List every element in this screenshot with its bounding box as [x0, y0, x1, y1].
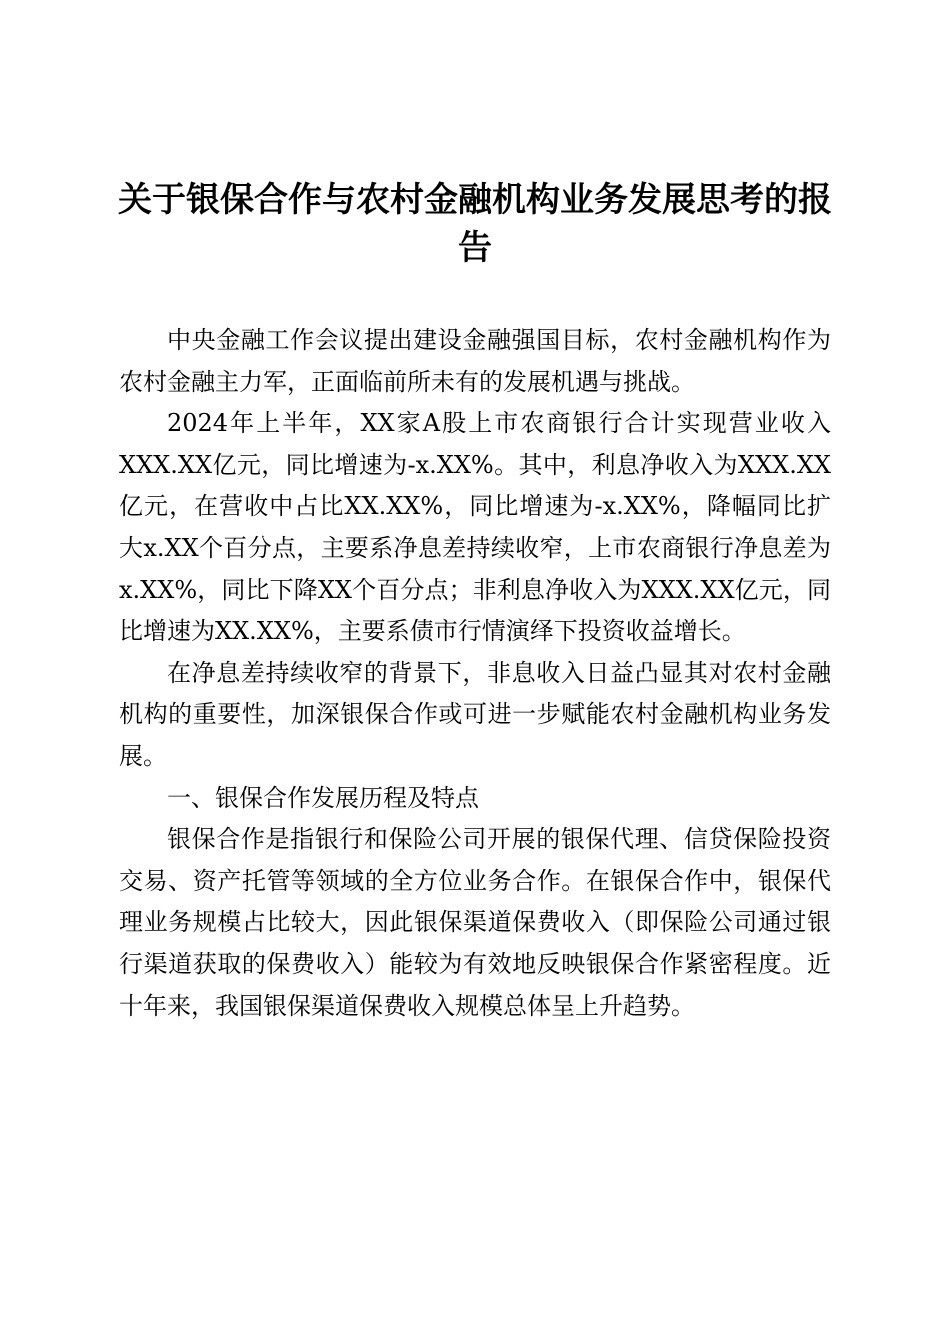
section-heading: 一、银保合作发展历程及特点 — [167, 783, 479, 812]
paragraph-section-1: 银保合作是指银行和保险公司开展的银保代理、信贷保险投资交易、资产托管等领域的全方位业务合作。在银保合作中，银保代理业务规模占比较大，因此银保渠道保费收入（即保险公司通过银行渠道获取的保费收入）能较为有效地反映银保合作紧密程度。近十年来，我国银保渠道保费收入规模总体呈上升趋势。 — [119, 825, 831, 1020]
document-body — [119, 320, 831, 1027]
paragraph-intro: 中央金融工作会议提出建设金融强国目标，农村金融机构作为农村金融主力军，正面临前所未有的发展机遇与挑战。 — [119, 326, 831, 396]
document-title: 关于银保合作与农村金融机构业务发展思考的报告 — [118, 180, 832, 268]
paragraph-background: 在净息差持续收窄的背景下，非息收入日益凸显其对农村金融机构的重要性，加深银保合作或可进一步赋能农村金融机构业务发展。 — [119, 658, 831, 770]
paragraph-financials: 2024年上半年，XX家A股上市农商银行合计实现营业收入XXX.XX亿元，同比增速为-x.XX%。其中，利息净收入为XXX.XX亿元，在营收中占比XX.XX%，同比增速为-x.XX%，降幅同比扩大x.XX个百分点，主要系净息差持续收窄，上市农商银行净息差为x.XX%，同比下降XX个百分点；非利息净收入为XXX.XX亿元，同比增速为XX.XX%，主要系债市行情演绎下投资收益增长。 — [119, 409, 831, 646]
